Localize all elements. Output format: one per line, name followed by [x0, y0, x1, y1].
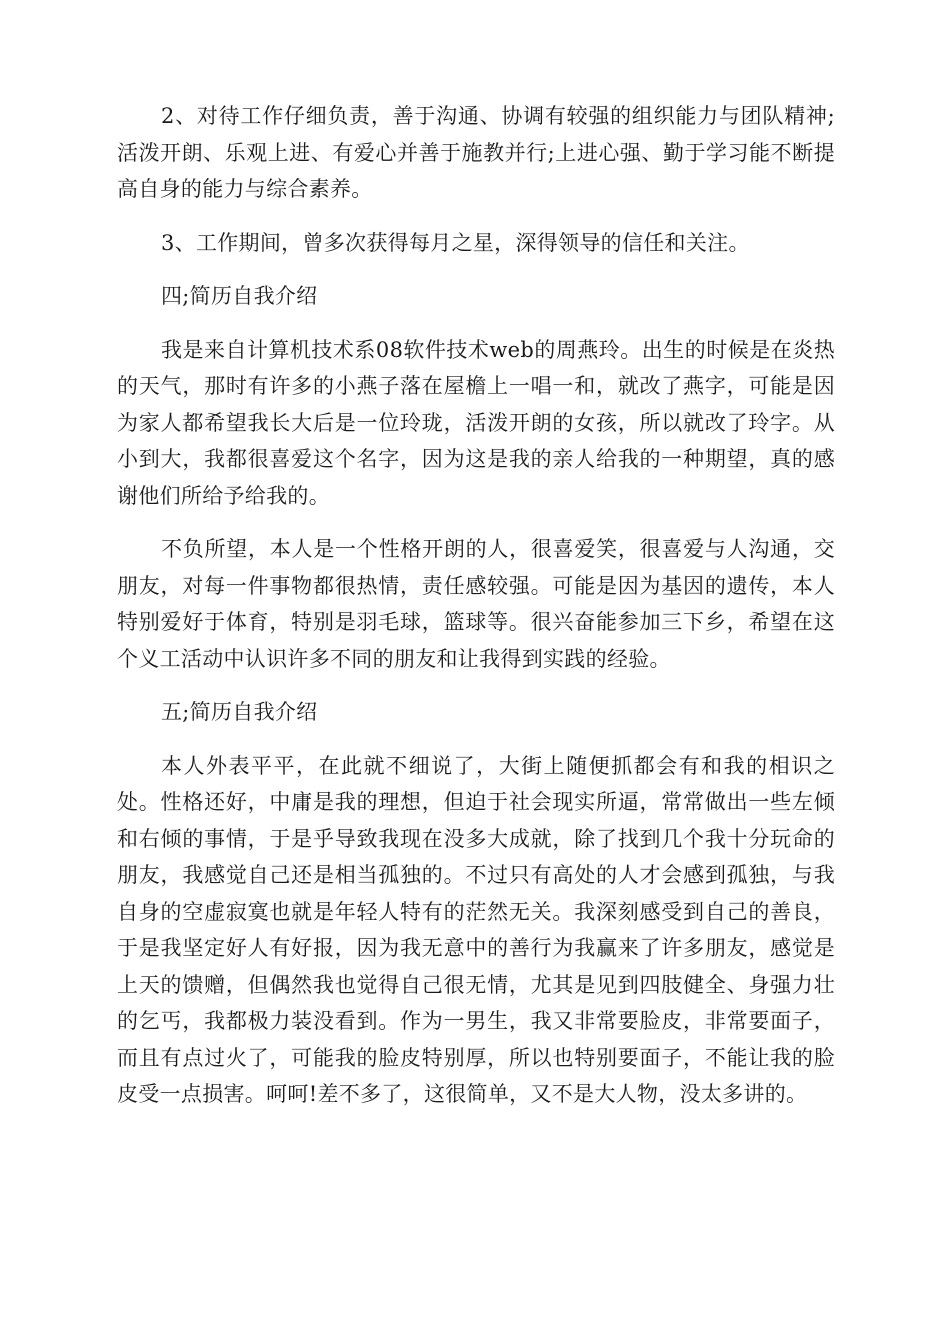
- paragraph-name-origin: 我是来自计算机技术系08软件技术web的周燕玲。出生的时候是在炎热的天气，那时有许多的小燕子落在屋檐上一唱一和，就改了燕字，可能是因为家人都希望我长大后是一位玲珑，活泼开朗的女孩，所以就改了玲字。从小到大，我都很喜爱这个名字，因为这是我的亲人给我的一种期望，真的感谢他们所给予给我的。: [117, 337, 835, 508]
- document-body: [117, 98, 835, 1130]
- section-heading-five: 五;简历自我介绍: [161, 700, 318, 724]
- paragraph-work-award: 3、工作期间，曾多次获得每月之星，深得领导的信任和关注。: [161, 230, 750, 255]
- paragraph-work-attitude: 2、对待工作仔细负责，善于沟通、协调有较强的组织能力与团队精神;活泼开朗、乐观上进、有爱心并善于施教并行;上进心强、勤于学习能不断提高自身的能力与综合素养。: [117, 104, 835, 201]
- paragraph-self-description: 本人外表平平，在此就不细说了，大街上随便抓都会有和我的相识之处。性格还好，中庸是我的理想，但迫于社会现实所逼，常常做出一些左倾和右倾的事情，于是乎导致我现在没多大成就，除了找到几个我十分玩命的朋友，我感觉自己还是相当孤独的。不过只有高处的人才会感到孤独，与我自身的空虚寂寞也就是年轻人特有的茫然无关。我深刻感受到自己的善良，于是我坚定好人有好报，因为我无意中的善行为我赢来了许多朋友，感觉是上天的馈赠，但偶然我也觉得自己很无情，尤其是见到四肢健全、身强力壮的乞丐，我都极力装没看到。作为一男生，我又非常要脸皮，非常要面子，而且有点过火了，可能我的脸皮特别厚，所以也特别要面子，不能让我的脸皮受一点损害。呵呵!差不多了，这很简单，又不是大人物，没太多讲的。: [117, 753, 835, 1106]
- paragraph-personality: 不负所望，本人是一个性格开朗的人，很喜爱笑，很喜爱与人沟通，交朋友，对每一件事物都很热情，责任感较强。可能是因为基因的遗传，本人特别爱好于体育，特别是羽毛球，篮球等。很兴奋能参加三下乡，希望在这个义工活动中认识许多不同的朋友和让我得到实践的经验。: [117, 537, 835, 671]
- section-heading-four: 四;简历自我介绍: [161, 284, 318, 308]
